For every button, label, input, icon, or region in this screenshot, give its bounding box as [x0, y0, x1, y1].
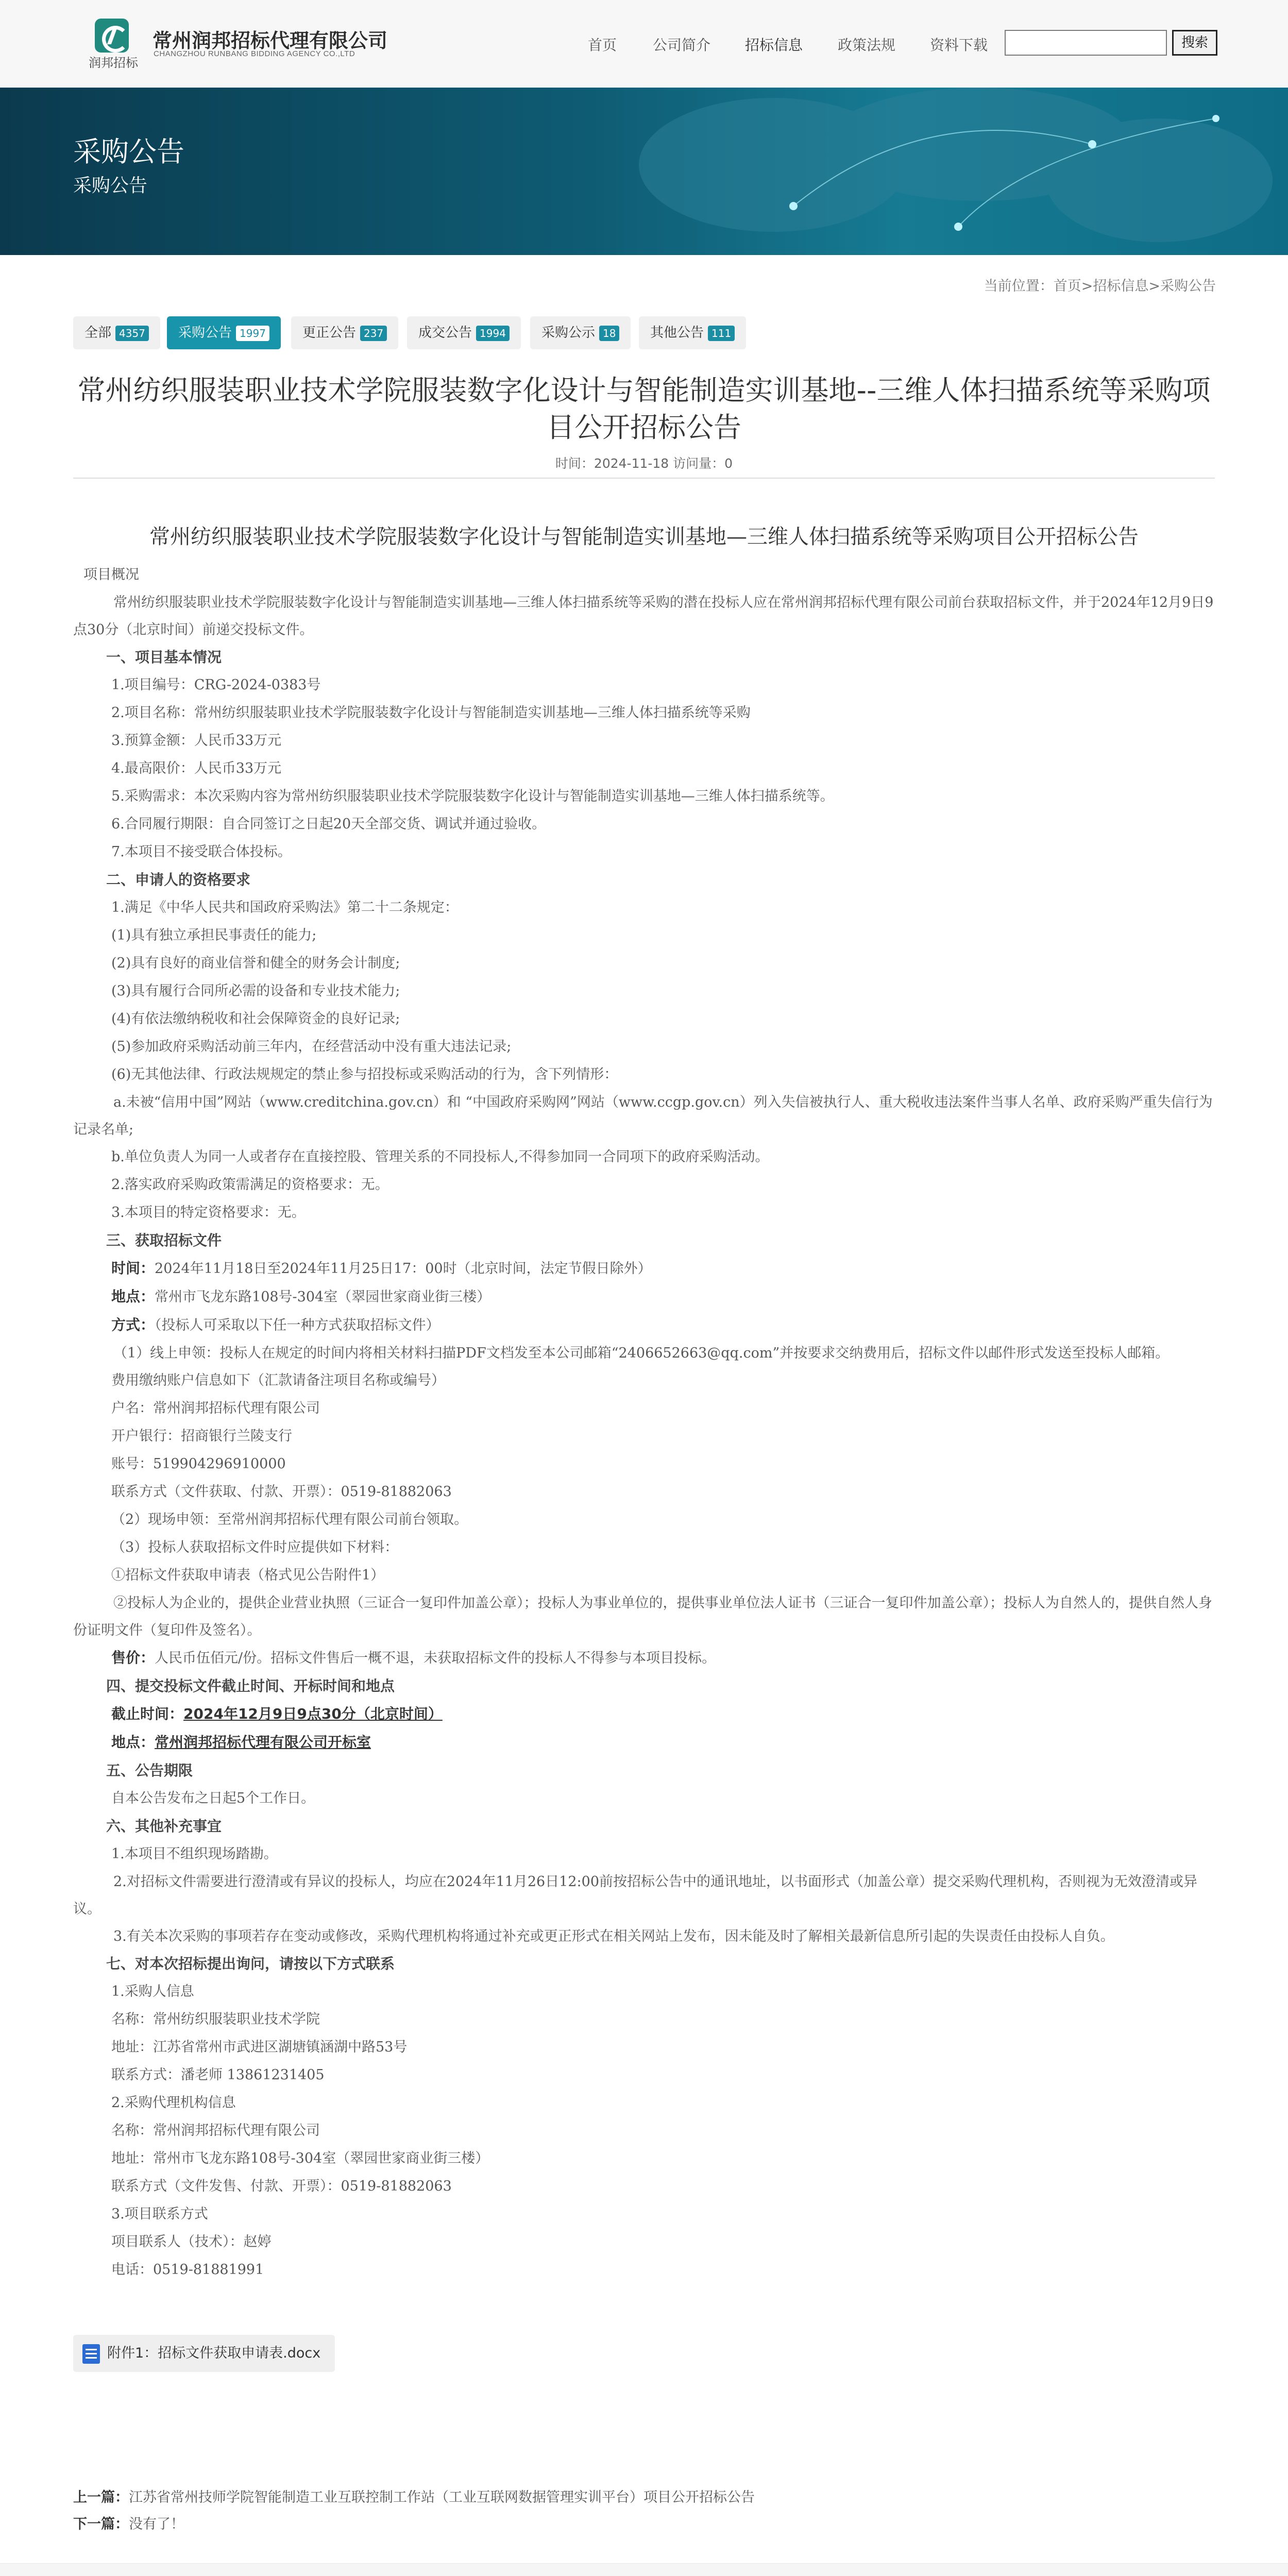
list-item: 1.项目编号：CRG-2024-0383号: [111, 677, 321, 693]
tab-count-badge: 111: [708, 326, 735, 341]
page-title: 常州纺织服装职业技术学院服装数字化设计与智能制造实训基地--三维人体扫描系统等采购项目公开招标公告: [77, 374, 1211, 444]
list-item: 1.满足《中华人民共和国政府采购法》第二十二条规定：: [111, 900, 459, 916]
section-heading: 四、提交投标文件截止时间、开标时间和地点: [106, 1677, 395, 1694]
section-heading: 五、公告期限: [106, 1762, 193, 1779]
field-value: 2024年11月18日至2024年11月25日17：00时（北京时间，法定节假日除外）: [155, 1261, 652, 1277]
page-banner: [0, 88, 1288, 255]
nav-home[interactable]: 首页: [588, 37, 617, 54]
prev-label: 上一篇：: [73, 2489, 129, 2505]
field-value: 常州市飞龙东路108号-304室（翠园世家商业街三楼）: [155, 1289, 491, 1305]
list-item: 账号：519904296910000: [111, 1456, 286, 1472]
list-item: (5)参加政府采购活动前三年内，在经营活动中没有重大违法记录;: [111, 1039, 512, 1055]
tab-label: 采购公告: [178, 325, 232, 341]
online-apply-text: （1）线上申领：投标人在规定的时间内将相关材料扫描PDF文档发至本公司邮箱“2406652663@qq.com”并按要求交纳费用后，招标文件以邮件形式发送至投标人邮箱。: [113, 1345, 1170, 1361]
list-item: 5.采购需求：本次采购内容为常州纺织服装职业技术学院服装数字化设计与智能制造实训基地—三维人体扫描系统等。: [111, 788, 834, 804]
opening-place-line: [73, 1728, 1215, 1757]
nav-about[interactable]: 公司简介: [653, 37, 711, 54]
list-item: 自本公告发布之日起5个工作日。: [111, 1790, 315, 1806]
field-label: 售价：: [111, 1649, 155, 1666]
field-label: 时间：: [111, 1260, 155, 1277]
list-item: 2.对招标文件需要进行澄清或有异议的投标人，均应在2024年11月26日12:00前按招标公告中的通讯地址，以书面形式（加盖公章）提交采购代理机构，否则视为无效澄清或异议。: [73, 1874, 1197, 1917]
prev-article: [73, 2486, 755, 2506]
site-header: [0, 0, 1288, 88]
list-item: 名称：常州润邦招标代理有限公司: [111, 2123, 320, 2139]
article-heading: 常州纺织服装职业技术学院服装数字化设计与智能制造实训基地—三维人体扫描系统等采购项目公开招标公告: [149, 525, 1139, 549]
tab-count-badge: 237: [360, 326, 387, 341]
list-item: 电话：0519-81881991: [111, 2262, 264, 2278]
tab-all[interactable]: [73, 316, 160, 349]
next-article-text: 没有了！: [129, 2516, 184, 2532]
list-item: 费用缴纳账户信息如下（汇款请备注项目名称或编号）: [111, 1372, 445, 1388]
tab-correction-notice[interactable]: [291, 316, 398, 349]
list-item: 4.最高限价：人民币33万元: [111, 760, 282, 776]
tab-deal-notice[interactable]: [407, 316, 521, 349]
acquire-place: [73, 1283, 1215, 1311]
article-body: [73, 520, 1215, 2284]
list-item: b.单位负责人为同一人或者存在直接控股、管理关系的不同投标人,不得参加同一合同项下的政府采购活动。: [111, 1149, 769, 1165]
field-label: 方式：: [111, 1316, 155, 1333]
field-value: （投标人可采取以下任一种方式获取招标文件）: [155, 1317, 440, 1333]
field-label: 地点：: [111, 1734, 155, 1751]
section-heading: 三、获取招标文件: [106, 1232, 222, 1249]
list-item: 2.项目名称：常州纺织服装职业技术学院服装数字化设计与智能制造实训基地—三维人体扫描系统等采购: [111, 705, 751, 721]
company-english-name: CHANGZHOU RUNBANG BIDDING AGENCY CO.,LTD: [154, 49, 355, 58]
company-logo-icon[interactable]: [95, 19, 129, 53]
list-item: ①招标文件获取申请表（格式见公告附件1）: [111, 1567, 385, 1583]
attachment-link[interactable]: [73, 2335, 335, 2372]
list-item: 名称：常州纺织服装职业技术学院: [111, 2011, 320, 2027]
tab-label: 其他公告: [650, 325, 704, 341]
list-item: (1)具有独立承担民事责任的能力;: [111, 927, 317, 943]
intro-paragraph: 常州纺织服装职业技术学院服装数字化设计与智能制造实训基地—三维人体扫描系统等采购的潜在投标人应在常州润邦招标代理有限公司前台获取招标文件，并于2024年12月9日9点30分（北京时间）前递交投标文件。: [73, 595, 1214, 638]
nav-policies[interactable]: 政策法规: [838, 37, 896, 54]
acquire-method: [73, 1311, 1215, 1340]
search-button[interactable]: 搜索: [1172, 30, 1217, 56]
tab-label: 全部: [84, 325, 112, 341]
search-input[interactable]: [1005, 30, 1167, 56]
next-label: 下一篇：: [73, 2516, 129, 2532]
list-item: (6)无其他法律、行政法规规定的禁止参与招投标或采购活动的行为，含下列情形：: [111, 1066, 618, 1082]
attachment-label: 附件1：招标文件获取申请表.docx: [107, 2345, 321, 2361]
list-item: 地址：常州市飞龙东路108号-304室（翠园世家商业街三楼）: [111, 2150, 489, 2166]
tab-label: 成交公告: [418, 325, 472, 341]
next-article: [73, 2513, 184, 2533]
nav-downloads[interactable]: 资料下载: [930, 37, 988, 54]
list-item: 2.落实政府采购政策需满足的资格要求：无。: [111, 1177, 389, 1193]
list-item: (3)具有履行合同所必需的设备和专业技术能力;: [111, 983, 400, 999]
field-value: 常州润邦招标代理有限公司开标室: [155, 1734, 371, 1751]
field-label: 截止时间：: [111, 1705, 184, 1722]
tab-label: 采购公示: [541, 325, 596, 341]
list-item: 联系方式：潘老师 13861231405: [111, 2067, 325, 2083]
tab-count-badge: 1997: [236, 326, 269, 341]
overview-label: 项目概况: [83, 567, 139, 583]
site-footer: [0, 2563, 1288, 2576]
nav-tenders[interactable]: 招标信息: [745, 37, 803, 54]
list-item: 项目联系人（技术）：赵婷: [111, 2234, 272, 2250]
company-name: 常州润邦招标代理有限公司: [152, 29, 388, 52]
deadline-line: [73, 1700, 1215, 1728]
tab-count-badge: 1994: [476, 326, 510, 341]
logo-subtitle: 润邦招标: [89, 56, 138, 70]
section-heading: 二、申请人的资格要求: [106, 871, 251, 888]
field-value: 2024年12月9日9点30分（北京时间）: [183, 1705, 443, 1722]
section-heading: 一、项目基本情况: [106, 649, 222, 666]
tab-label: 更正公告: [302, 325, 357, 341]
list-item: 开户银行：招商银行兰陵支行: [111, 1428, 292, 1444]
tab-count-badge: 18: [599, 326, 619, 341]
list-item: 3.本项目的特定资格要求：无。: [111, 1205, 306, 1221]
list-item: 1.采购人信息: [111, 1984, 194, 1999]
list-item: 联系方式（文件发售、付款、开票）：0519-81882063: [111, 2178, 452, 2194]
list-item: （2）现场申领：至常州润邦招标代理有限公司前台领取。: [111, 1512, 468, 1528]
list-item: (2)具有良好的商业信誉和健全的财务会计制度;: [111, 955, 400, 971]
world-map-graphic: [0, 88, 1288, 255]
section-heading: 七、对本次招标提出询问，请按以下方式联系: [106, 1955, 395, 1972]
field-label: 地点：: [111, 1288, 155, 1305]
list-item: 地址：江苏省常州市武进区湖塘镇涵湖中路53号: [111, 2039, 408, 2055]
prev-article-link[interactable]: 江苏省常州技师学院智能制造工业互联控制工作站（工业互联网数据管理实训平台）项目公开招标公告: [129, 2489, 755, 2505]
list-item: 联系方式（文件获取、付款、开票）：0519-81882063: [111, 1484, 452, 1500]
price-line: [73, 1644, 1215, 1672]
word-document-icon: [82, 2344, 100, 2364]
divider: [73, 478, 1215, 479]
list-item: 3.项目联系方式: [111, 2206, 208, 2222]
section-heading: 六、其他补充事宜: [106, 1818, 222, 1835]
list-item: （3）投标人获取招标文件时应提供如下材料：: [111, 1539, 399, 1555]
acquire-time: [73, 1255, 1215, 1283]
banner-subtitle: 采购公告: [73, 175, 148, 196]
list-item: 3.有关本次采购的事项若存在变动或修改，采购代理机构将通过补充或更正形式在相关网站上发布，因未能及时了解相关最新信息所引起的失误责任由投标人自负。: [113, 1928, 1114, 1944]
list-item: 6.合同履行期限：自合同签订之日起20天全部交货、调试并通过验收。: [111, 816, 546, 832]
tab-purchase-publicity[interactable]: [530, 316, 631, 349]
notice-meta: 时间：2024-11-18 访问量：0: [555, 456, 733, 471]
list-item: 户名：常州润邦招标代理有限公司: [111, 1400, 320, 1416]
breadcrumb[interactable]: 当前位置：首页>招标信息>采购公告: [984, 278, 1216, 294]
list-item: a.未被“信用中国”网站（www.creditchina.gov.cn）和 “中国政府采购网”网站（www.ccgp.gov.cn）列入失信被执行人、重大税收违法案件当事人名单、政府采购严重失信行为记录名单;: [73, 1094, 1213, 1138]
list-item: 1.本项目不组织现场踏勘。: [111, 1846, 278, 1862]
tab-other-notice[interactable]: [639, 316, 746, 349]
list-item: 3.预算金额：人民币33万元: [111, 733, 282, 749]
banner-title: 采购公告: [73, 135, 184, 168]
tab-count-badge: 4357: [115, 326, 149, 341]
list-item: 7.本项目不接受联合体投标。: [111, 844, 292, 860]
list-item: ②投标人为企业的，提供企业营业执照（三证合一复印件加盖公章）；投标人为事业单位的，提供事业单位法人证书（三证合一复印件加盖公章）；投标人为自然人的，提供自然人身份证明文件（复印件及签名）。: [73, 1595, 1212, 1638]
field-value: 人民币伍佰元/份。招标文件售后一概不退，未获取招标文件的投标人不得参与本项目投标。: [155, 1650, 716, 1666]
list-item: 2.采购代理机构信息: [111, 2095, 236, 2111]
tab-purchase-notice[interactable]: [167, 316, 281, 349]
list-item: (4)有依法缴纳税收和社会保障资金的良好记录;: [111, 1011, 400, 1027]
